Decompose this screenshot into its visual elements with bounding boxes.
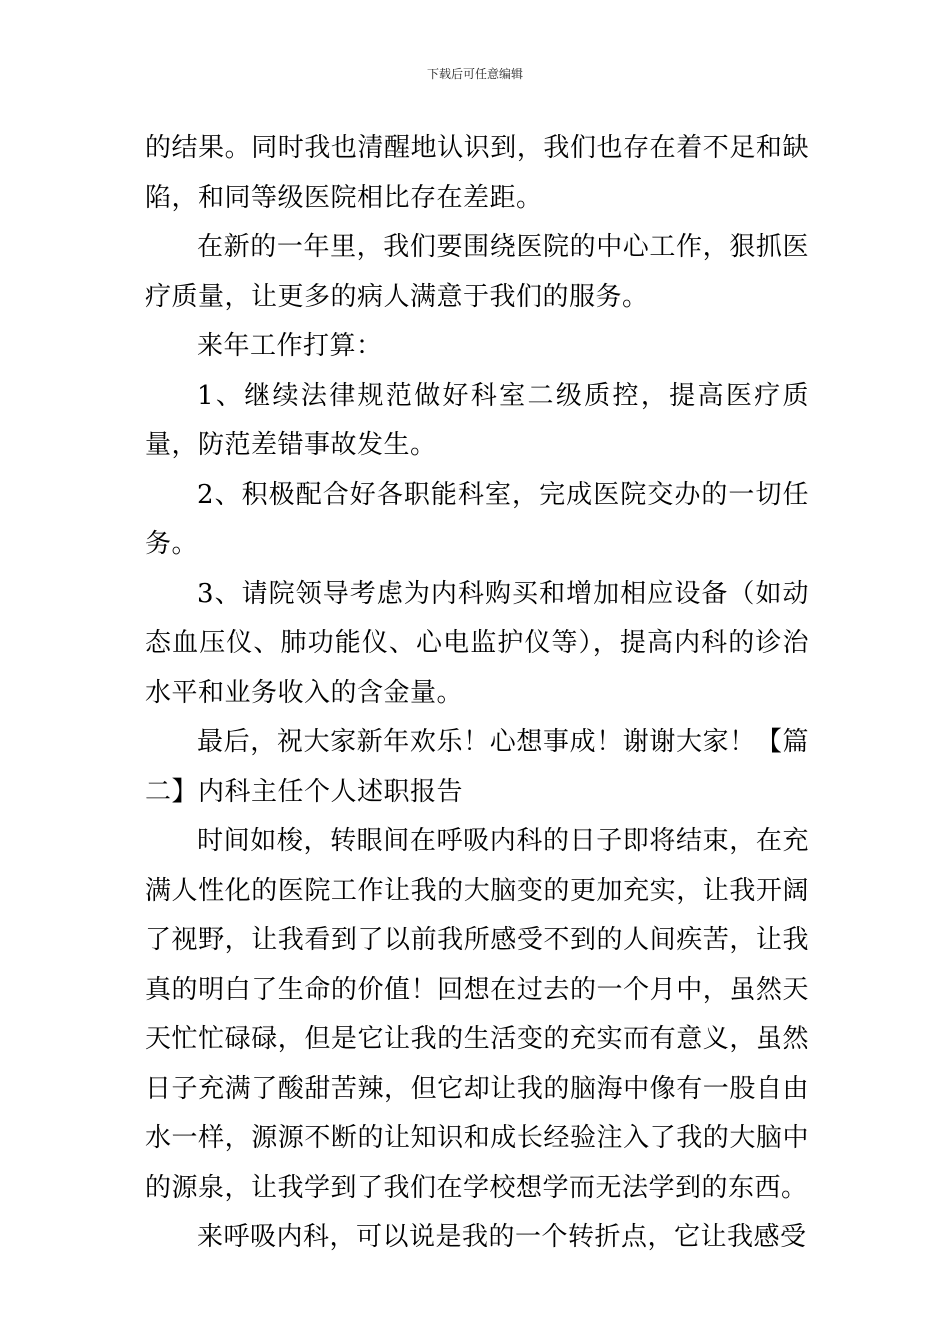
list-item: 3、请院领导考虑为内科购买和增加相应设备（如动态血压仪、肺功能仪、心电监护仪等），提高内科的诊治水平和业务收入的含金量。 [145, 578, 809, 708]
paragraph: 来年工作打算： [197, 331, 383, 361]
document-body [145, 124, 809, 1263]
list-item: 1、继续法律规范做好科室二级质控，提高医疗质量，防范差错事故发生。 [145, 380, 809, 460]
paragraph: 在新的一年里，我们要围绕医院的中心工作，狠抓医疗质量，让更多的病人满意于我们的服务。 [145, 232, 809, 312]
paragraph: 最后，祝大家新年欢乐！心想事成！谢谢大家！【篇二】内科主任个人述职报告 [145, 727, 809, 807]
paragraph: 来呼吸内科，可以说是我的一个转折点，它让我感受 [197, 1222, 807, 1252]
list-item: 2、积极配合好各职能科室，完成医院交办的一切任务。 [145, 479, 809, 559]
paragraph: 时间如梭，转眼间在呼吸内科的日子即将结束，在充满人性化的医院工作让我的大脑变的更加充实，让我开阔了视野，让我看到了以前我所感受不到的人间疾苦，让我真的明白了生命的价值！回想在过去的一个月中，虽然天天忙忙碌碌，但是它让我的生活变的充实而有意义，虽然日子充满了酸甜苦辣，但它却让我的脑海中像有一股自由水一样，源源不断的让知识和成长经验注入了我的大脑中的源泉，让我学到了我们在学校想学而无法学到的东西。 [145, 826, 809, 1203]
paragraph: 的结果。同时我也清醒地认识到，我们也存在着不足和缺陷，和同等级医院相比存在差距。 [145, 133, 809, 213]
page-header: 下载后可任意编辑 [426, 67, 523, 81]
